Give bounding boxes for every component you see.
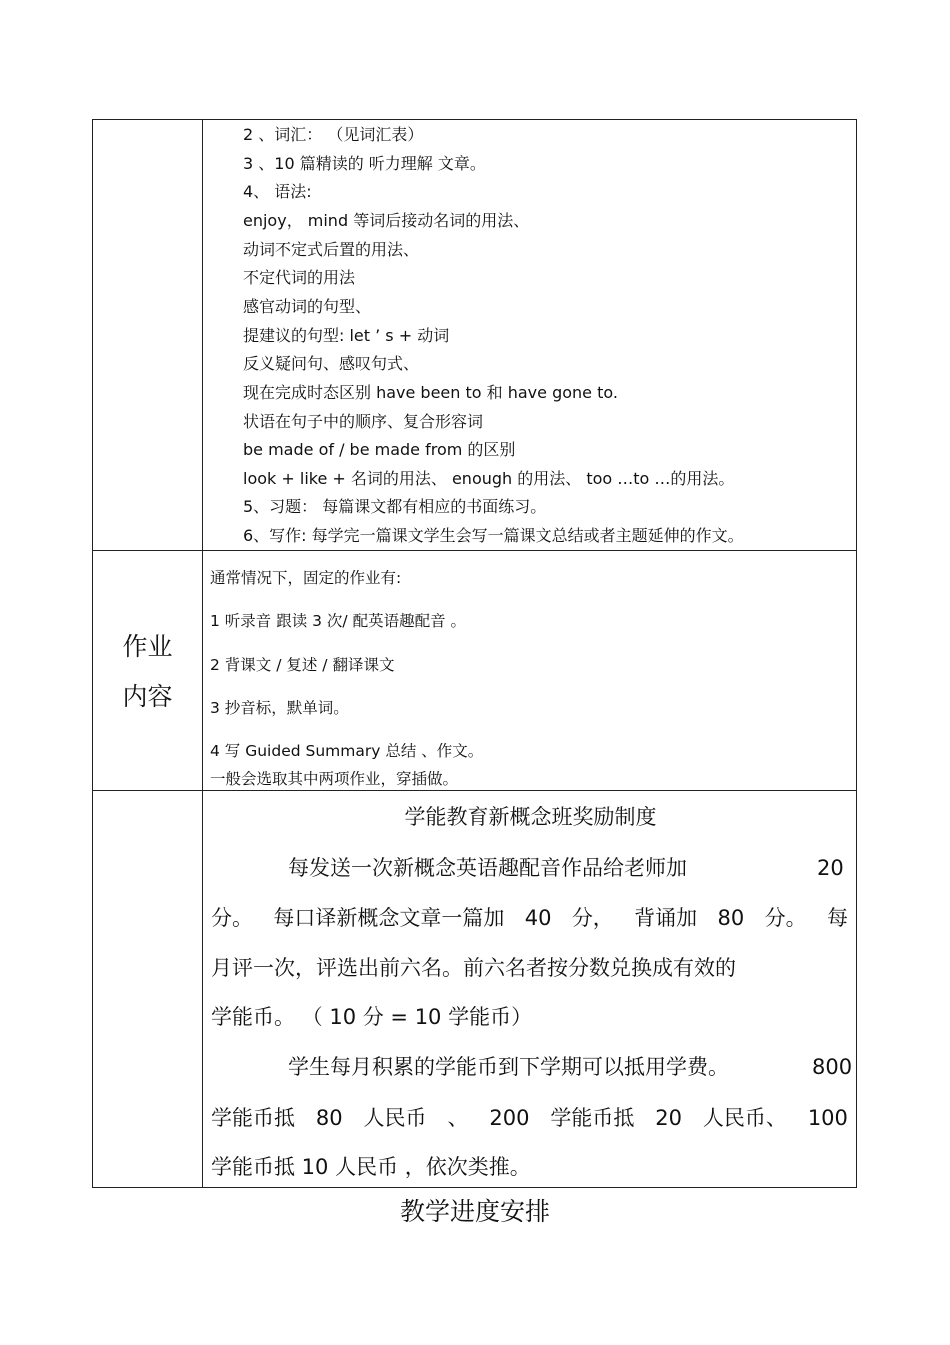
homework-label-line2: 内容: [122, 682, 173, 711]
syllabus-line: 状语在句子中的顺序、复合形容词: [243, 412, 484, 431]
syllabus-line: 5、习题： 每篇课文都有相应的书面练习。: [243, 497, 547, 516]
rewards-p2-line2-part: 20: [655, 1106, 682, 1130]
rewards-p1-line1-text: 每发送一次新概念英语趣配音作品给老师加: [288, 856, 687, 880]
syllabus-line: 3 、10 篇精读的 听力理解 文章。: [243, 154, 486, 173]
rewards-p2-line2-part: 学能币抵: [550, 1106, 635, 1130]
row-divider-1: [93, 550, 856, 551]
rewards-p2-line1-number: 800: [812, 1055, 853, 1079]
content-table: [92, 119, 857, 1188]
rewards-p1-line2-part: 分，: [571, 906, 614, 930]
rewards-p1-line2-part: 每口译新概念文章一篇加: [273, 906, 505, 930]
rewards-p1-line1-number: 20: [817, 856, 844, 880]
rewards-p2-line2-part: 80: [315, 1106, 343, 1130]
rewards-title: 学能教育新概念班奖励制度: [404, 805, 657, 829]
rewards-p2-line2-part: 100: [807, 1106, 848, 1130]
rewards-p1-line4: 学能币。 （ 10 分 = 10 学能币）: [211, 1005, 533, 1029]
syllabus-line: 反义疑问句、感叹句式、: [243, 354, 420, 373]
syllabus-line: 2 、词汇： （见词汇表）: [243, 125, 424, 144]
rewards-p1-line2-part: 80: [717, 906, 745, 930]
schedule-heading: 教学进度安排: [399, 1197, 550, 1226]
homework-label-line1: 作业: [122, 632, 173, 661]
rewards-p2-line2-part: 学能币抵: [211, 1106, 295, 1130]
syllabus-line: 4、 语法:: [243, 182, 312, 201]
syllabus-line: be made of / be made from 的区别: [243, 440, 516, 459]
syllabus-line: 提建议的句型: let ’ s + 动词: [243, 326, 450, 345]
rewards-p1-line3: 月评一次，评选出前六名。前六名者按分数兑换成有效的: [211, 956, 736, 980]
syllabus-line: enjoy， mind 等词后接动名词的用法、: [243, 211, 530, 230]
homework-line: 通常情况下，固定的作业有:: [210, 569, 402, 587]
rewards-p2-line2: [211, 1104, 848, 1132]
syllabus-line: 感官动词的句型、: [243, 297, 372, 316]
syllabus-line: 不定代词的用法: [243, 268, 356, 287]
rewards-p2-line2-part: 人民币、: [702, 1106, 787, 1130]
syllabus-line: look + like + 名词的用法、 enough 的用法、 too …to …的用法。: [243, 469, 735, 488]
rewards-p1-line2-part: 40: [524, 906, 552, 930]
rewards-p2-line2-part: 人民币: [363, 1106, 427, 1130]
rewards-p1-line2-part: 分。: [211, 906, 253, 930]
rewards-p2-line2-part: 200: [489, 1106, 530, 1130]
homework-line: 一般会选取其中两项作业，穿插做。: [210, 770, 459, 788]
homework-line: 3 抄音标，默单词。: [210, 699, 349, 717]
syllabus-line: 6、写作: 每学完一篇课文学生会写一篇课文总结或者主题延伸的作文。: [243, 526, 744, 545]
rewards-p1-line2-part: 每: [826, 906, 848, 930]
rewards-p1-line2-part: 分。: [764, 906, 807, 930]
rewards-p1-line2-part: 背诵加: [634, 906, 698, 930]
homework-line: 4 写 Guided Summary 总结 、作文。: [210, 742, 484, 760]
syllabus-line: 现在完成时态区别 have been to 和 have gone to.: [243, 383, 618, 402]
row-divider-2: [93, 790, 856, 791]
rewards-p1-line2: [211, 904, 848, 932]
rewards-p2-line2-part: 、: [447, 1106, 469, 1130]
homework-line: 2 背课文 / 复述 / 翻译课文: [210, 656, 395, 674]
syllabus-line: 动词不定式后置的用法、: [243, 240, 420, 259]
rewards-p2-line1-text: 学生每月积累的学能币到下学期可以抵用学费。: [288, 1055, 729, 1079]
homework-line: 1 听录音 跟读 3 次/ 配英语趣配音 。: [210, 612, 467, 630]
rewards-p2-line3: 学能币抵 10 人民币 ，依次类推。: [211, 1155, 531, 1179]
column-divider: [202, 120, 203, 1187]
